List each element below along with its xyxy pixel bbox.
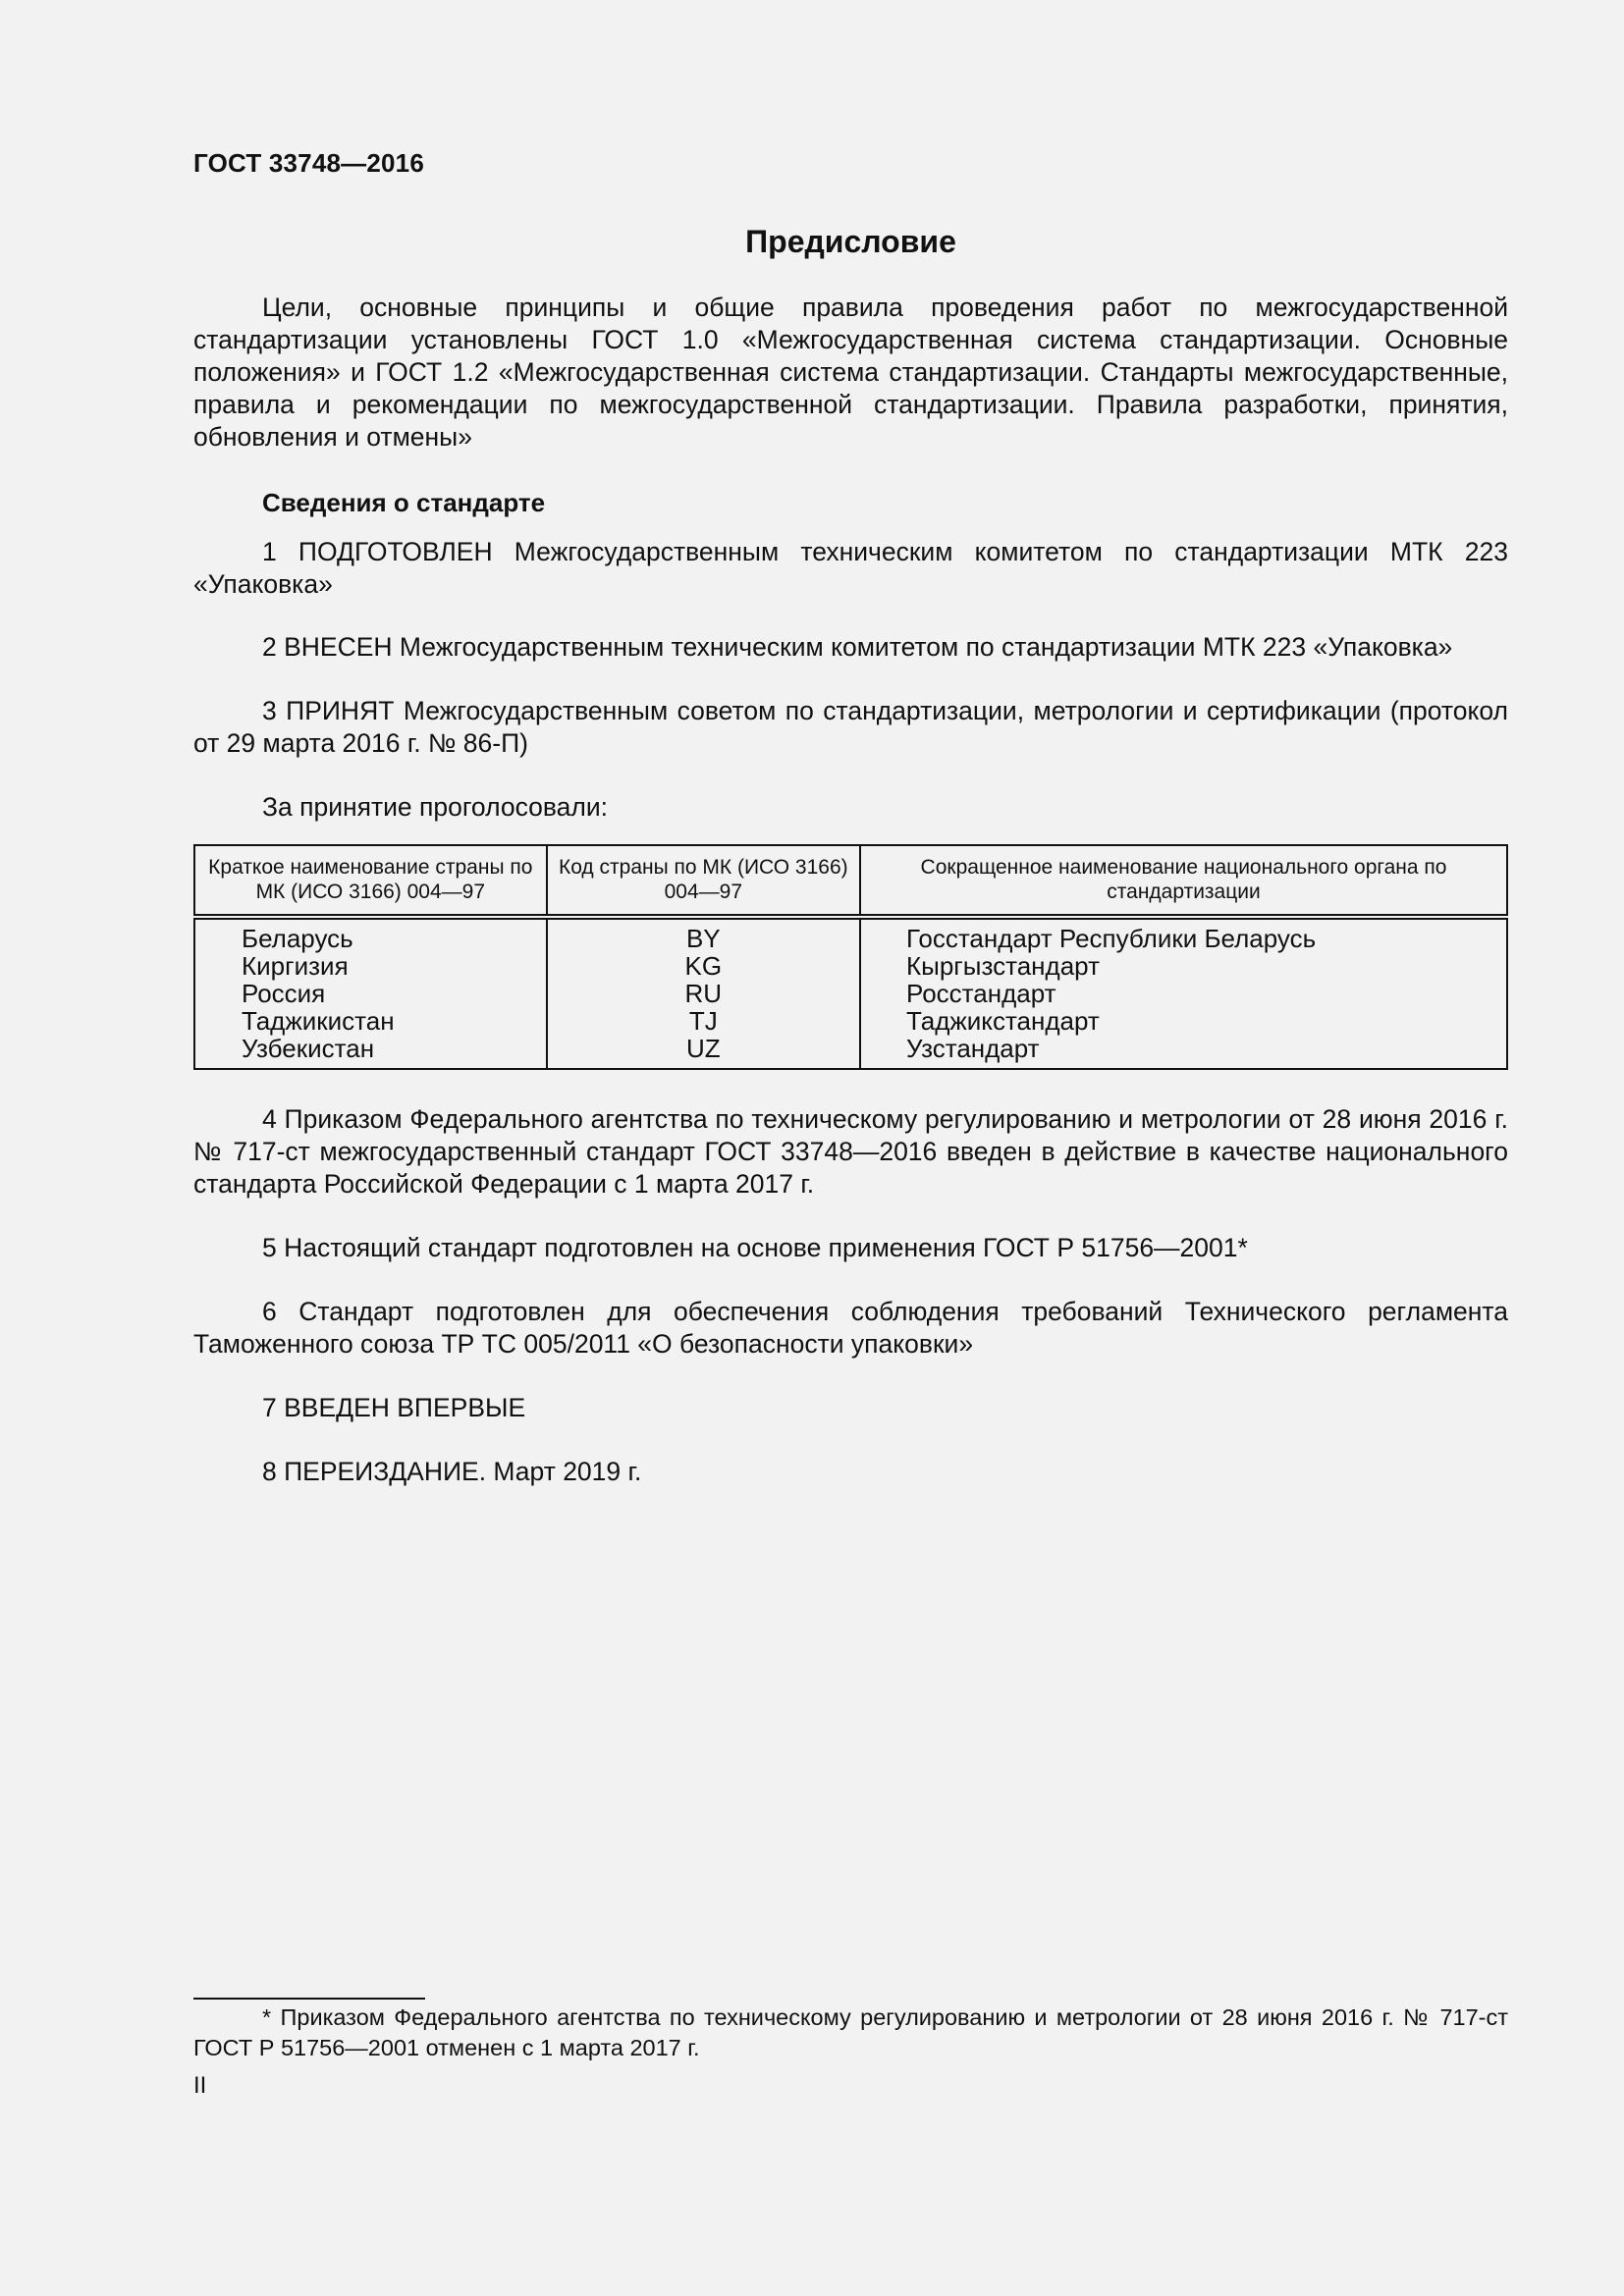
cell-code: UZ <box>547 1035 860 1069</box>
cell-body: Росстандарт <box>860 980 1507 1007</box>
cell-country: Беларусь <box>194 917 547 952</box>
item-7: 7 ВВЕДЕН ВПЕРВЫЕ <box>262 1393 526 1422</box>
table-row <box>194 917 1507 952</box>
cell-body: Госстандарт Республики Беларусь <box>860 917 1507 952</box>
table-row <box>194 1007 1507 1035</box>
document-header: ГОСТ 33748—2016 <box>193 148 424 178</box>
cell-country: Узбекистан <box>194 1035 547 1069</box>
cell-code: BY <box>547 917 860 952</box>
cell-country: Киргизия <box>194 952 547 980</box>
cell-country: Россия <box>194 980 547 1007</box>
table-header-row <box>194 845 1507 917</box>
cell-body: Узстандарт <box>860 1035 1507 1069</box>
page-number: II <box>193 2072 207 2099</box>
cell-country: Таджикистан <box>194 1007 547 1035</box>
cell-body: Таджикстандарт <box>860 1007 1507 1035</box>
votes-table <box>193 844 1508 1070</box>
cell-code: TJ <box>547 1007 860 1035</box>
item-8: 8 ПЕРЕИЗДАНИЕ. Март 2019 г. <box>262 1457 642 1486</box>
footnote: * Приказом Федерального агентства по техническому регулированию и метрологии от 28 июня 2016 г. № 717-ст ГОСТ Р 51756—2001 отменен с 1 марта 2017 г. <box>193 2004 1508 2060</box>
cell-body: Кыргызстандарт <box>860 952 1507 980</box>
footnote-divider <box>193 1998 425 2000</box>
table-row <box>194 1035 1507 1069</box>
table-row <box>194 952 1507 980</box>
item-5: 5 Настоящий стандарт подготовлен на основе применения ГОСТ Р 51756—2001* <box>262 1233 1248 1262</box>
item-6: 6 Стандарт подготовлен для обеспечения соблюдения требований Технического регламента Таможенного союза ТР ТС 005/2011 «О безопасности упаковки» <box>193 1297 1508 1359</box>
header-code: Код страны по МК (ИСО 3166) 004—97 <box>547 845 860 917</box>
page-title: Предисловие <box>745 224 956 259</box>
table-row <box>194 980 1507 1007</box>
info-heading: Сведения о стандарте <box>262 488 546 517</box>
item-2: 2 ВНЕСЕН Межгосударственным техническим комитетом по стандартизации МТК 223 «Упаковка» <box>262 632 1453 662</box>
voted-label: За принятие проголосовали: <box>262 792 609 822</box>
item-4: 4 Приказом Федерального агентства по техническому регулированию и метрологии от 28 июня 2016 г. № 717-ст межгосударственный стандарт ГОСТ 33748—2016 введен в действие в качестве национального стандарта Российской Федерации с 1 марта 2017 г. <box>193 1104 1508 1199</box>
header-body: Сокращенное наименование национального органа по стандартизации <box>860 845 1507 917</box>
intro-paragraph: Цели, основные принципы и общие правила проведения работ по межгосударственной стандартизации установлены ГОСТ 1.0 «Межгосударственная система стандартизации. Основные положения» и ГОСТ 1.2 «Межгосударственная система стандартизации. Стандарты межгосударственные, правила и рекомендации по межгосударственной стандартизации. Правила разработки, принятия, обновления и отмены» <box>193 293 1508 452</box>
cell-code: RU <box>547 980 860 1007</box>
cell-code: KG <box>547 952 860 980</box>
header-country: Краткое наименование страны по МК (ИСО 3166) 004—97 <box>194 845 547 917</box>
item-1: 1 ПОДГОТОВЛЕН Межгосударственным техническим комитетом по стандартизации МТК 223 «Упаковка» <box>193 537 1508 599</box>
item-3: 3 ПРИНЯТ Межгосударственным советом по стандартизации, метрологии и сертификации (протокол от 29 марта 2016 г. № 86-П) <box>193 696 1508 758</box>
